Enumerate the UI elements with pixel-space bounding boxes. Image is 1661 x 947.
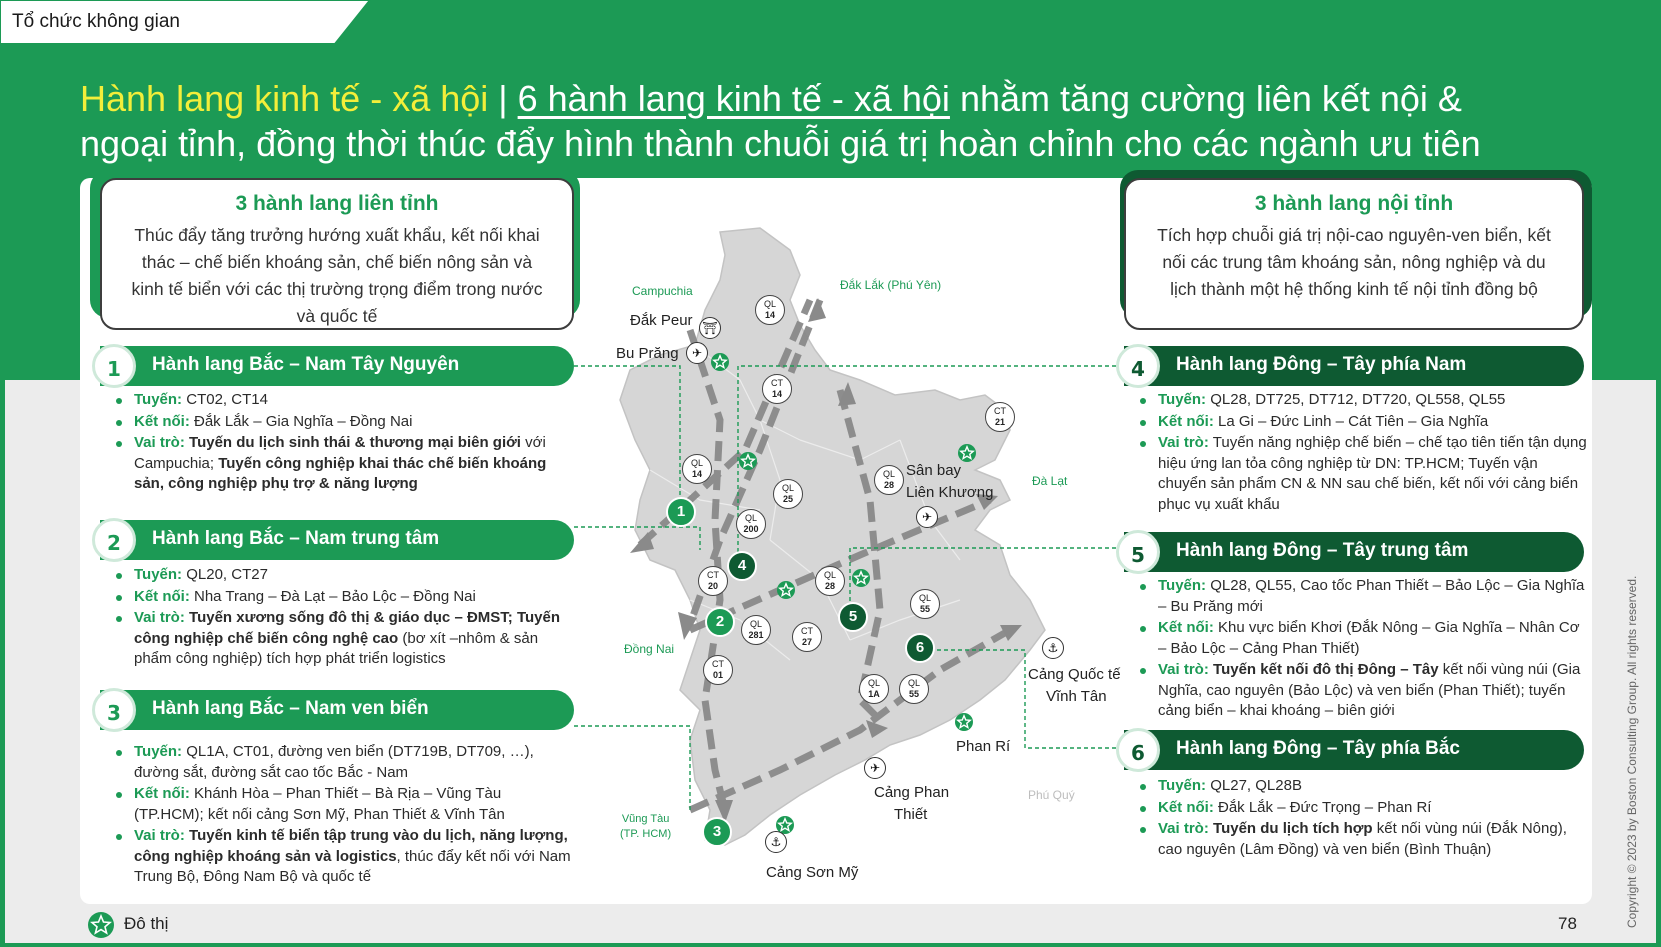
- legend-label: Đô thị: [124, 914, 169, 933]
- headline-rest: nhằm tăng cường liên kết nội &: [949, 78, 1462, 119]
- road-number: 1A: [868, 689, 880, 699]
- neighbor-da-lat: Đà Lạt: [1032, 474, 1068, 488]
- corridor-4-title: Hành lang Đông – Tây phía Nam: [1176, 354, 1467, 375]
- place-port-thiet: Thiết: [894, 806, 928, 823]
- road-number: 27: [801, 637, 812, 647]
- corridor-2-number: 2: [92, 518, 136, 562]
- road-number: 20: [707, 581, 718, 591]
- place-son-my: Cảng Sơn Mỹ: [766, 864, 859, 881]
- corridor-2-header: [100, 520, 574, 560]
- road-shield-11: [741, 615, 771, 645]
- place-airport: Sân bay: [906, 462, 962, 479]
- road-shield-1: [755, 295, 785, 325]
- neighbor-dong-nai: Đồng Nai: [624, 642, 675, 656]
- road-type: CT: [994, 406, 1006, 416]
- place-lien-khuong: Liên Khương: [906, 484, 994, 501]
- place-vinh-tan: Vĩnh Tân: [1046, 688, 1107, 705]
- corridor-1-role: Vai trò: Tuyến du lịch sinh thái & thương mại biên giới với Campuchia; Tuyến công nghiệp khai thác chế biến khoáng sản, công nghiệp phụ trợ & năng lượng: [112, 433, 574, 495]
- road-shield-2: [762, 374, 792, 404]
- corridor-2-route: Tuyến: QL20, CT27: [112, 565, 574, 586]
- road-type: QL: [918, 593, 931, 603]
- corridor-4-number: 4: [1116, 344, 1160, 388]
- corridor-4-route: Tuyến: QL28, DT725, DT712, DT720, QL558, QL55: [1136, 390, 1588, 411]
- road-shield-8: [698, 566, 728, 596]
- border-gate-icon: ⛩: [699, 317, 721, 339]
- corridor-6-details: [1136, 776, 1588, 861]
- corridor-3-connect: Kết nối: Khánh Hòa – Phan Thiết – Bà Rịa – Vũng Tàu (TP.HCM); kết nối cảng Sơn Mỹ, Phan Thiết & Vĩnh Tân: [112, 784, 574, 825]
- corridor-6-connect: Kết nối: Đắk Lắk – Đức Trọng – Phan Rí: [1136, 798, 1588, 819]
- road-shield-5: [874, 465, 904, 495]
- port-icon: ⚓: [1042, 637, 1064, 659]
- road-type: QL: [690, 458, 703, 468]
- corridor-5-title: Hành lang Đông – Tây trung tâm: [1176, 540, 1469, 561]
- page-number: 78: [1558, 914, 1577, 933]
- airport-icon: ✈: [916, 506, 938, 528]
- road-type: CT: [707, 570, 719, 580]
- corridor-4-connect: Kết nối: La Gi – Đức Linh – Cát Tiên – Gia Nghĩa: [1136, 412, 1588, 433]
- corridor-6-number: 6: [1116, 728, 1160, 772]
- corridor-1-connect: Kết nối: Đắk Lắk – Gia Nghĩa – Đồng Nai: [112, 412, 574, 433]
- map-corridor-marker-1: 1: [666, 497, 696, 527]
- headline-prefix: Hành lang kinh tế - xã hội: [80, 78, 489, 119]
- headline-underlined: 6 hành lang kinh tế - xã hội: [517, 78, 950, 119]
- neighbor-vung-tau: Vũng Tàu (TP. HCM): [620, 813, 672, 840]
- copyright: Copyright © 2023 by Boston Consulting Group. All rights reserved.: [1625, 575, 1639, 928]
- place-dak-peur: Đắk Peur: [630, 312, 693, 329]
- corridor-1-number: 1: [92, 344, 136, 388]
- headline-line2: ngoại tỉnh, đồng thời thúc đẩy hình thành chuỗi giá trị hoàn chỉnh cho các ngành ưu tiên: [80, 123, 1481, 164]
- place-phan-ri: Phan Rí: [956, 738, 1011, 755]
- map-corridor-marker-6: 6: [905, 633, 935, 663]
- corridor-1-route: Tuyến: CT02, CT14: [112, 390, 574, 411]
- corridor-6-title: Hành lang Đông – Tây phía Bắc: [1176, 738, 1460, 759]
- corridor-4-role: Vai trò: Tuyến năng nghiệp chế biến – chế tạo tiên tiến tận dụng hiệu ứng lan tỏa công nghiệp từ DN: TP.HCM; Tuyến vận chuyển sản phẩm CN & NN sau chế biến, kết nối với cảng biển phục vụ xuất khẩu: [1136, 433, 1588, 515]
- corridor-2-role: Vai trò: Tuyến xương sống đô thị & giáo dục – ĐMST; Tuyến công nghiệp chế biến công nghệ cao (bơ xít –nhôm & sản phẩm công nghiệp) tích hợp phát triển logistics: [112, 608, 574, 670]
- corridor-6-route: Tuyến: QL27, QL28B: [1136, 776, 1588, 797]
- corridor-2-title: Hành lang Bắc – Nam trung tâm: [152, 528, 440, 549]
- road-type: QL: [823, 570, 836, 580]
- road-shield-3: [985, 402, 1015, 432]
- road-type: CT: [712, 659, 724, 669]
- corridor-3-route: Tuyến: QL1A, CT01, đường ven biển (DT719B, DT709, …), đường sắt, đường sắt cao tốc Bắc - Nam: [112, 742, 574, 783]
- road-shield-6: [773, 479, 803, 509]
- urban-star-icon: [852, 569, 870, 587]
- map-corridor-marker-5: 5: [838, 602, 868, 632]
- corridor-5-number: 5: [1116, 530, 1160, 574]
- border-gate-icon: ✈: [686, 342, 708, 364]
- urban-star-icon: [739, 452, 757, 470]
- corridor-5-route: Tuyến: QL28, QL55, Cao tốc Phan Thiết – Bảo Lộc – Gia Nghĩa – Bu Prăng mới: [1136, 576, 1588, 617]
- inter-box-title: 3 hành lang liên tỉnh: [235, 192, 439, 215]
- corridor-5-role: Vai trò: Tuyến kết nối đô thị Đông – Tây kết nối vùng núi (Gia Nghĩa, cao nguyên (Bảo Lộc) và ven biển (Phan Thiết); tuyến cảng biển – khai khoáng – biên giới: [1136, 660, 1588, 722]
- corridor-5-connect: Kết nối: Khu vực biển Khơi (Đắk Nông – Gia Nghĩa – Nhân Cơ – Bảo Lộc – Cảng Phan Thiết): [1136, 618, 1588, 659]
- urban-star-icon: [777, 581, 795, 599]
- road-number: 28: [883, 480, 894, 490]
- road-number: 55: [919, 604, 930, 614]
- road-shield-7: [736, 509, 766, 539]
- intra-box-text: Tích hợp chuỗi giá trị nội-cao nguyên-ven biển, kết nối các trung tâm khoáng sản, nông nghiệp và du lịch thành một hệ thống kinh tế nội tỉnh đồng bộ: [1157, 225, 1551, 299]
- inter-box-text: Thúc đẩy tăng trưởng hướng xuất khẩu, kết nối khai thác – chế biến khoáng sản, chế biến nông sản và kinh tế biển với các thị trường trọng điểm trong nước và quốc tế: [131, 225, 543, 326]
- road-number: 21: [994, 417, 1005, 427]
- road-shield-12: [792, 622, 822, 652]
- corridor-1-header: [100, 346, 574, 386]
- urban-star-icon: [958, 444, 976, 462]
- road-shield-13: [703, 655, 733, 685]
- road-number: 200: [743, 524, 759, 534]
- neighbor-dak-lak: Đắk Lắk (Phú Yên): [840, 278, 942, 292]
- road-number: 281: [748, 630, 764, 640]
- road-shield-15: [899, 674, 929, 704]
- corridor-3-role: Vai trò: Tuyến kinh tế biển tập trung vào du lịch, năng lượng, công nghiệp khoáng sản và logistics, thúc đẩy kết nối với Nam Trung Bộ, Đông Nam Bộ và quốc tế: [112, 826, 574, 888]
- corridor-6-role: Vai trò: Tuyến du lịch tích hợp kết nối vùng núi (Đắk Nông), cao nguyên (Lâm Đồng) và ven biển (Bình Thuận): [1136, 819, 1588, 860]
- road-type: QL: [781, 483, 794, 493]
- road-number: 14: [764, 310, 775, 320]
- road-type: QL: [907, 678, 920, 688]
- road-type: QL: [867, 678, 880, 688]
- intra-box-title: 3 hành lang nội tỉnh: [1254, 192, 1454, 215]
- road-number: 25: [782, 494, 793, 504]
- corridor-4-header: [1124, 346, 1584, 386]
- road-type: QL: [749, 619, 762, 629]
- corridor-1-details: [112, 390, 574, 496]
- road-shield-10: [910, 589, 940, 619]
- road-number: 28: [824, 581, 835, 591]
- place-bu-prang: Bu Prăng: [616, 345, 679, 362]
- road-shield-14: [859, 674, 889, 704]
- road-type: CT: [771, 378, 783, 388]
- urban-star-icon: [88, 912, 114, 938]
- corridor-5-header: [1124, 532, 1584, 572]
- headline-separator: |: [488, 78, 518, 119]
- road-type: CT: [801, 626, 813, 636]
- corridor-2-connect: Kết nối: Nha Trang – Đà Lạt – Bảo Lộc – Đồng Nai: [112, 587, 574, 608]
- road-type: QL: [744, 513, 757, 523]
- airport-icon: ✈: [864, 757, 886, 779]
- port-icon: ⚓: [765, 831, 787, 853]
- map-corridor-marker-3: 3: [702, 817, 732, 847]
- road-number: 14: [771, 389, 782, 399]
- corridor-1-title: Hành lang Bắc – Nam Tây Nguyên: [152, 354, 460, 375]
- map-corridor-marker-4: 4: [727, 551, 757, 581]
- road-type: QL: [882, 469, 895, 479]
- road-shield-9: [815, 566, 845, 596]
- road-shield-4: [682, 454, 712, 484]
- neighbor-phu-quy: Phú Quý: [1028, 788, 1075, 802]
- urban-star-icon: [711, 353, 729, 371]
- section-tag-label: Tổ chức không gian: [12, 11, 180, 32]
- road-number: 01: [712, 670, 723, 680]
- corridor-5-details: [1136, 576, 1588, 723]
- road-number: 14: [691, 469, 702, 479]
- corridor-4-details: [1136, 390, 1588, 516]
- corridor-3-header: [100, 690, 574, 730]
- corridor-3-number: 3: [92, 688, 136, 732]
- neighbor-campuchia: Campuchia: [632, 284, 693, 298]
- map-corridor-marker-2: 2: [705, 607, 735, 637]
- place-port-phan: Cảng Phan: [874, 784, 950, 801]
- corridor-3-details: [112, 742, 574, 889]
- urban-star-icon: [955, 713, 973, 731]
- corridor-3-title: Hành lang Bắc – Nam ven biển: [152, 698, 429, 719]
- road-type: QL: [763, 299, 776, 309]
- corridor-6-header: [1124, 730, 1584, 770]
- corridor-2-details: [112, 565, 574, 671]
- road-number: 55: [908, 689, 919, 699]
- place-port-intl: Cảng Quốc tế: [1028, 666, 1121, 683]
